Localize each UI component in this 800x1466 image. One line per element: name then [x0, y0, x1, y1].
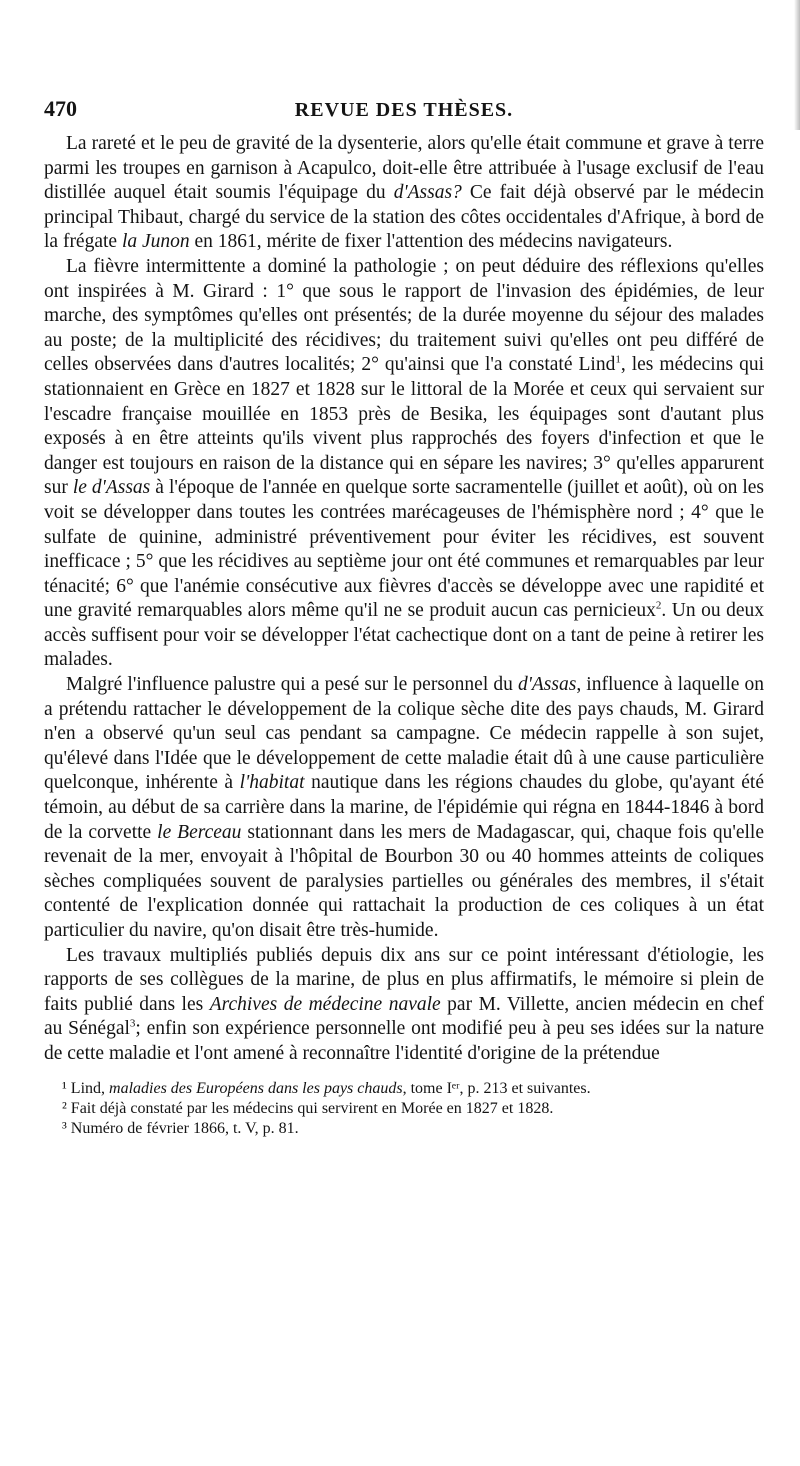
footnote-reference: 3 [129, 1017, 136, 1030]
italic-text: d'Assas? [393, 182, 462, 204]
footnote [44, 1079, 764, 1099]
text-run: en 1861, mérite de fixer l'attention des médecins navigateurs. [189, 231, 673, 253]
document-page [44, 96, 764, 1139]
page-number: 470 [44, 96, 77, 121]
page-edge-shadow [794, 0, 800, 130]
text-run: , influence à laquelle on a prétendu rattacher le développement de la colique sèche dite des pays chauds, M. Girard n'en a observé qu'un seul cas pendant sa campagne. Ce médecin rappelle à son sujet, qu'élevé dans l'Idée que le développement de cette maladie était dû à une cause particulière quelconque, inhérente à [44, 674, 765, 794]
text-run: Malgré l'influence palustre qui a pesé sur le personnel du [66, 674, 518, 696]
paragraph [44, 132, 764, 255]
text-run: Ce fait déjà observé par le médecin principal Thibaut, chargé du service de la station des côtes occidentales d'Afrique, à bord de la frégate [44, 182, 764, 253]
text-run: . Un ou deux accès suffisent pour voir se développer l'état cachectique dont on a tant de peine à retirer les malades. [44, 600, 764, 671]
italic-text: le d'Assas [72, 477, 151, 499]
italic-text: Archives de médecine navale [209, 993, 441, 1015]
text-run: , tome Iᵉʳ, p. 213 et suivantes. [402, 1079, 591, 1097]
text-run: ¹ Lind, [62, 1079, 110, 1097]
footnote [44, 1119, 764, 1139]
paragraph [44, 255, 764, 673]
body-text [44, 132, 764, 1067]
footnote-reference: 2 [655, 599, 662, 612]
text-run: à l'époque de l'année en quelque sorte sacramentelle (juillet et août), où on les voit se développer dans toutes les contrées marécageuses de l'hémisphère nord ; 4° que le sulfate de quinine, administré préventivement pour éviter les récidives, est souvent inefficace ; 5° que les récidives au septième jour ont été communes et remarquables par leur ténacité; 6° que l'anémie consécutive aux fièvres d'accès se développe avec une rapidité et une gravité remarquables alors même qu'il ne se produit aucun cas pernicieux [44, 477, 764, 622]
italic-text: la Junon [121, 231, 190, 253]
text-run: La fièvre intermittente a dominé la pathologie ; on peut déduire des réflexions qu'elles ont inspirées à M. Girard : 1° que sous le rapport de l'invasion des épidémies, de leur marche, des symptômes qu'elles ont présentés; de la durée moyenne du séjour des malades au poste; de la multiplicité des récidives; du traitement suivi qu'elles ont peu différé de celles observées dans d'autres localités; 2° qu'ainsi que l'a constaté Lind [44, 255, 764, 376]
text-run: stationnant dans les mers de Madagascar, qui, chaque fois qu'elle revenait de la mer, envoyait à l'hôpital de Bourbon 30 ou 40 hommes atteints de coliques sèches compliquées souvent de paralysies partielles ou générales des membres, il s'était contenté de l'explication donnée qui rattachait la production de ces coliques à un état particulier du navire, qu'on disait être très-humide. [44, 821, 764, 941]
paragraph [44, 944, 764, 1067]
text-run: par M. Villette, ancien médecin en chef au Sénégal [44, 993, 764, 1040]
footnotes [44, 1079, 764, 1139]
italic-text: d'Assas [517, 674, 577, 696]
italic-text: l'habitat [239, 772, 305, 794]
text-run: , les médecins qui stationnaient en Grèce en 1827 et 1828 sur le littoral de la Morée et ceux qui servaient sur l'escadre française mouillée en 1853 près de Besika, les équipages sont d'autant plus exposés à en être atteints qu'ils vivent plus rapprochés des foyers d'infection et que le danger est toujours en raison de la distance qui en sépare les navires; 3° qu'elles apparurent sur [44, 354, 764, 499]
text-run: ² Fait déjà constaté par les médecins qui servirent en Morée en 1827 et 1828. [62, 1099, 554, 1117]
footnote [44, 1099, 764, 1119]
text-run: ³ Numéro de février 1866, t. V, p. 81. [62, 1119, 299, 1137]
page-header [44, 96, 764, 126]
text-run: ; enfin son expérience personnelle ont modifié peu à peu ses idées sur la nature de cette maladie et l'ont amené à reconnaître l'identité d'origine de la prétendue [44, 1018, 765, 1064]
italic-text: le Berceau [157, 821, 242, 843]
text-run: nautique dans les régions chaudes du globe, qu'ayant été témoin, au début de sa carrière dans la marine, de l'épidémie qui régna en 1844-1846 à bord de la corvette [44, 772, 764, 843]
text-run: Les travaux multipliés publiés depuis dix ans sur ce point intéressant d'étiologie, les rapports de ses collègues de la marine, de plus en plus affirmatifs, le mémoire si plein de faits publié dans les [44, 944, 764, 1015]
italic-text: maladies des Européens dans les pays chauds [109, 1079, 403, 1097]
footnote-reference: 1 [615, 353, 621, 366]
paragraph [44, 673, 764, 944]
text-run: La rareté et le peu de gravité de la dysenterie, alors qu'elle était commune et grave à terre parmi les troupes en garnison à Acapulco, doit-elle être attribuée à l'usage exclusif de l'eau distillée auquel était soumis l'équipage du [44, 133, 764, 204]
running-title: REVUE DES THÈSES. [294, 99, 514, 121]
